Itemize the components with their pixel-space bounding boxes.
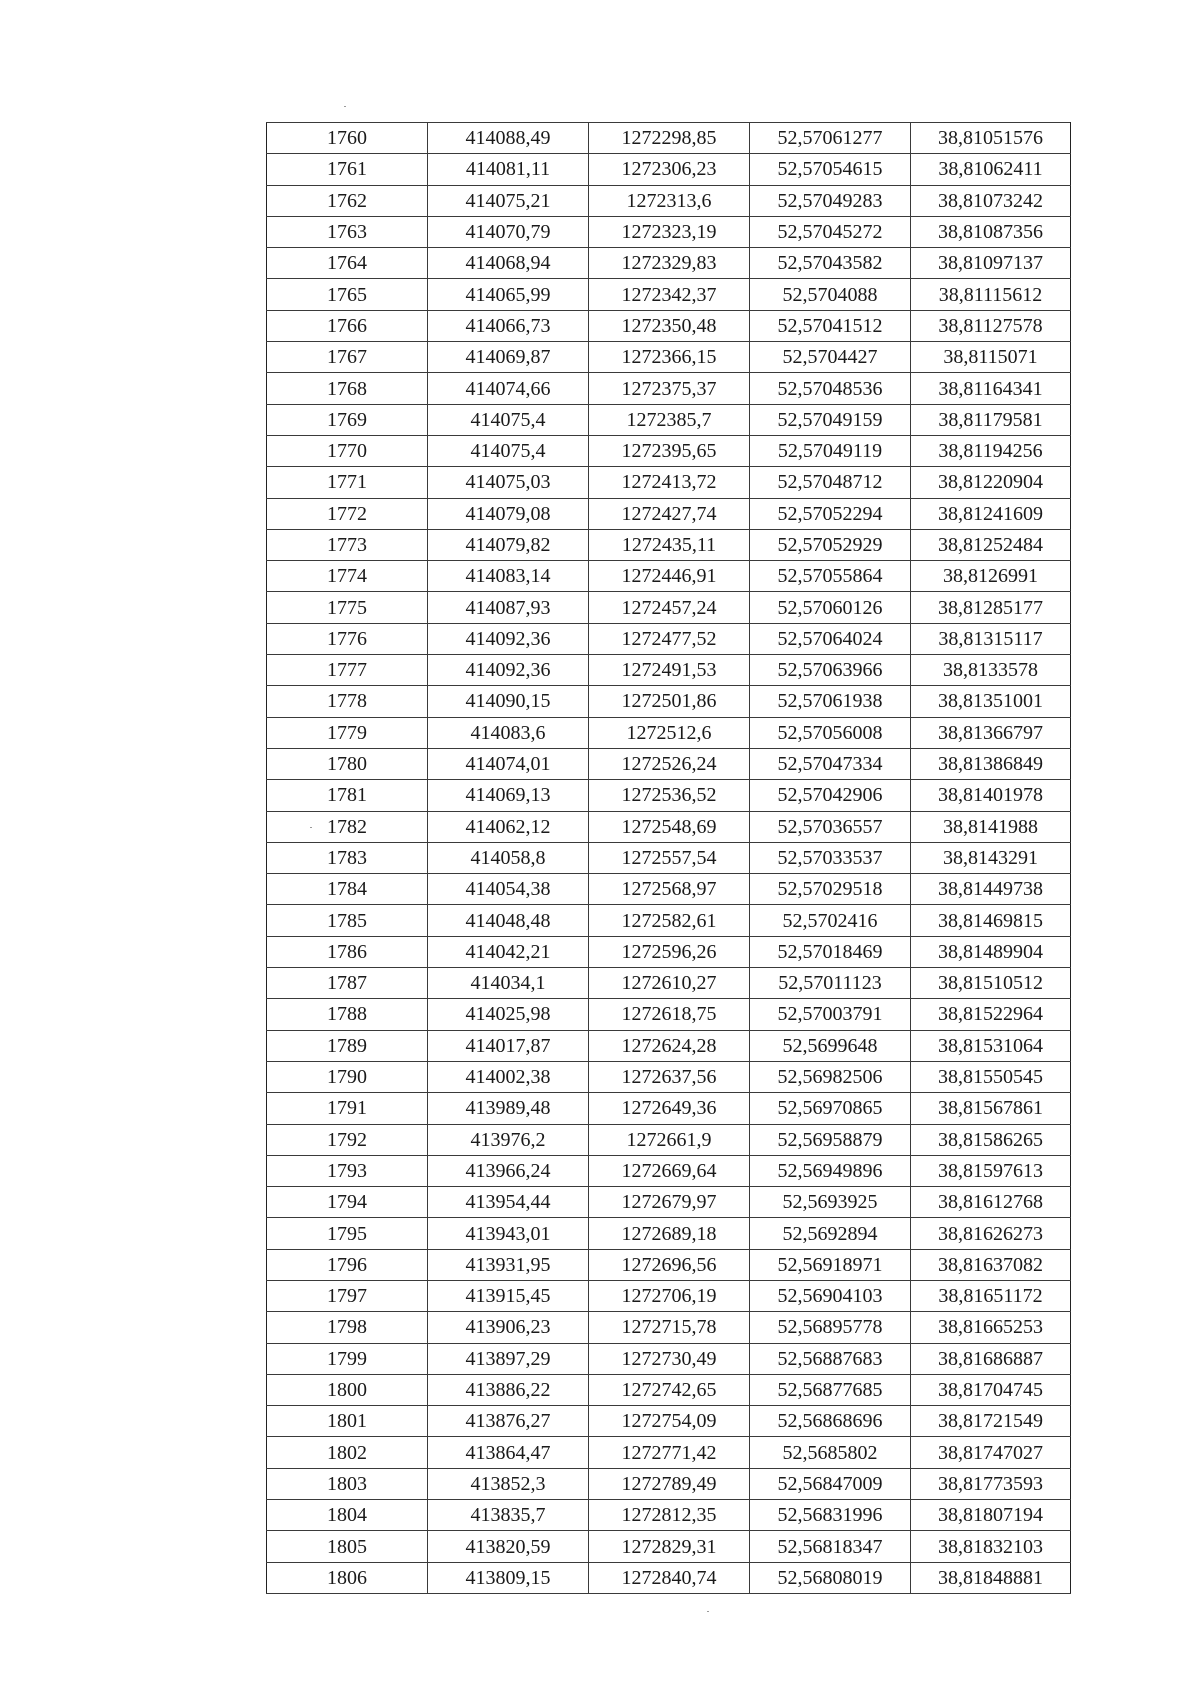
longitude-cell: 38,81073242 — [911, 185, 1071, 216]
point-number-cell: 1770 — [267, 435, 428, 466]
table-row — [267, 1531, 1071, 1562]
table-row — [267, 467, 1071, 498]
point-number-cell: 1761 — [267, 154, 428, 185]
x-coordinate-cell: 413876,27 — [428, 1406, 589, 1437]
longitude-cell: 38,81127578 — [911, 310, 1071, 341]
point-number-cell: 1777 — [267, 655, 428, 686]
point-number-cell: 1791 — [267, 1093, 428, 1124]
table-row — [267, 905, 1071, 936]
latitude-cell: 52,57003791 — [750, 999, 911, 1030]
table-row — [267, 717, 1071, 748]
point-number-cell: 1786 — [267, 936, 428, 967]
longitude-cell: 38,81366797 — [911, 717, 1071, 748]
table-row — [267, 529, 1071, 560]
point-number-cell: 1790 — [267, 1061, 428, 1092]
table-row — [267, 874, 1071, 905]
longitude-cell: 38,81179581 — [911, 404, 1071, 435]
x-coordinate-cell: 414068,94 — [428, 248, 589, 279]
y-coordinate-cell: 1272427,74 — [589, 498, 750, 529]
table-row — [267, 216, 1071, 247]
table-row — [267, 1406, 1071, 1437]
latitude-cell: 52,57049119 — [750, 435, 911, 466]
latitude-cell: 52,57064024 — [750, 623, 911, 654]
y-coordinate-cell: 1272501,86 — [589, 686, 750, 717]
latitude-cell: 52,57049283 — [750, 185, 911, 216]
longitude-cell: 38,81522964 — [911, 999, 1071, 1030]
y-coordinate-cell: 1272313,6 — [589, 185, 750, 216]
longitude-cell: 38,8143291 — [911, 842, 1071, 873]
y-coordinate-cell: 1272568,97 — [589, 874, 750, 905]
y-coordinate-cell: 1272742,65 — [589, 1374, 750, 1405]
y-coordinate-cell: 1272679,97 — [589, 1187, 750, 1218]
point-number-cell: 1776 — [267, 623, 428, 654]
longitude-cell: 38,81051576 — [911, 123, 1071, 154]
latitude-cell: 52,57061277 — [750, 123, 911, 154]
latitude-cell: 52,57029518 — [750, 874, 911, 905]
point-number-cell: 1798 — [267, 1312, 428, 1343]
table-row — [267, 342, 1071, 373]
y-coordinate-cell: 1272329,83 — [589, 248, 750, 279]
y-coordinate-cell: 1272375,37 — [589, 373, 750, 404]
table-row — [267, 1187, 1071, 1218]
y-coordinate-cell: 1272298,85 — [589, 123, 750, 154]
y-coordinate-cell: 1272457,24 — [589, 592, 750, 623]
x-coordinate-cell: 414092,36 — [428, 623, 589, 654]
latitude-cell: 52,57052929 — [750, 529, 911, 560]
latitude-cell: 52,57054615 — [750, 154, 911, 185]
latitude-cell: 52,57055864 — [750, 561, 911, 592]
table-row — [267, 1280, 1071, 1311]
longitude-cell: 38,81315117 — [911, 623, 1071, 654]
latitude-cell: 52,5704427 — [750, 342, 911, 373]
x-coordinate-cell: 414070,79 — [428, 216, 589, 247]
x-coordinate-cell: 414083,6 — [428, 717, 589, 748]
x-coordinate-cell: 413976,2 — [428, 1124, 589, 1155]
latitude-cell: 52,57063966 — [750, 655, 911, 686]
x-coordinate-cell: 413809,15 — [428, 1562, 589, 1593]
latitude-cell: 52,56982506 — [750, 1061, 911, 1092]
longitude-cell: 38,81704745 — [911, 1374, 1071, 1405]
table-row — [267, 404, 1071, 435]
x-coordinate-cell: 413820,59 — [428, 1531, 589, 1562]
point-number-cell: 1782 — [267, 811, 428, 842]
latitude-cell: 52,57043582 — [750, 248, 911, 279]
longitude-cell: 38,81651172 — [911, 1280, 1071, 1311]
table-row — [267, 1030, 1071, 1061]
coordinates-table — [266, 122, 1071, 1594]
y-coordinate-cell: 1272618,75 — [589, 999, 750, 1030]
x-coordinate-cell: 414087,93 — [428, 592, 589, 623]
x-coordinate-cell: 414058,8 — [428, 842, 589, 873]
longitude-cell: 38,81567861 — [911, 1093, 1071, 1124]
table-row — [267, 748, 1071, 779]
point-number-cell: 1805 — [267, 1531, 428, 1562]
table-row — [267, 1437, 1071, 1468]
latitude-cell: 52,56877685 — [750, 1374, 911, 1405]
point-number-cell: 1774 — [267, 561, 428, 592]
latitude-cell: 52,57056008 — [750, 717, 911, 748]
latitude-cell: 52,56818347 — [750, 1531, 911, 1562]
latitude-cell: 52,57048712 — [750, 467, 911, 498]
y-coordinate-cell: 1272548,69 — [589, 811, 750, 842]
y-coordinate-cell: 1272536,52 — [589, 780, 750, 811]
table-row — [267, 1468, 1071, 1499]
x-coordinate-cell: 413835,7 — [428, 1500, 589, 1531]
table-row — [267, 1218, 1071, 1249]
x-coordinate-cell: 414069,13 — [428, 780, 589, 811]
latitude-cell: 52,5692894 — [750, 1218, 911, 1249]
latitude-cell: 52,57060126 — [750, 592, 911, 623]
latitude-cell: 52,57036557 — [750, 811, 911, 842]
x-coordinate-cell: 414025,98 — [428, 999, 589, 1030]
point-number-cell: 1787 — [267, 968, 428, 999]
latitude-cell: 52,57011123 — [750, 968, 911, 999]
x-coordinate-cell: 414081,11 — [428, 154, 589, 185]
point-number-cell: 1794 — [267, 1187, 428, 1218]
latitude-cell: 52,56847009 — [750, 1468, 911, 1499]
longitude-cell: 38,81449738 — [911, 874, 1071, 905]
x-coordinate-cell: 414066,73 — [428, 310, 589, 341]
x-coordinate-cell: 413897,29 — [428, 1343, 589, 1374]
x-coordinate-cell: 413931,95 — [428, 1249, 589, 1280]
longitude-cell: 38,81285177 — [911, 592, 1071, 623]
latitude-cell: 52,5699648 — [750, 1030, 911, 1061]
point-number-cell: 1768 — [267, 373, 428, 404]
scan-speck — [344, 106, 346, 107]
y-coordinate-cell: 1272789,49 — [589, 1468, 750, 1499]
point-number-cell: 1784 — [267, 874, 428, 905]
longitude-cell: 38,81721549 — [911, 1406, 1071, 1437]
x-coordinate-cell: 413989,48 — [428, 1093, 589, 1124]
table-row — [267, 1124, 1071, 1155]
latitude-cell: 52,57041512 — [750, 310, 911, 341]
scan-speck — [707, 1611, 709, 1612]
table-row — [267, 498, 1071, 529]
coordinates-table-body — [267, 123, 1071, 1594]
latitude-cell: 52,57049159 — [750, 404, 911, 435]
x-coordinate-cell: 413954,44 — [428, 1187, 589, 1218]
latitude-cell: 52,56970865 — [750, 1093, 911, 1124]
latitude-cell: 52,5702416 — [750, 905, 911, 936]
longitude-cell: 38,81087356 — [911, 216, 1071, 247]
x-coordinate-cell: 414034,1 — [428, 968, 589, 999]
table-row — [267, 936, 1071, 967]
y-coordinate-cell: 1272323,19 — [589, 216, 750, 247]
y-coordinate-cell: 1272557,54 — [589, 842, 750, 873]
x-coordinate-cell: 414079,08 — [428, 498, 589, 529]
longitude-cell: 38,81115612 — [911, 279, 1071, 310]
table-row — [267, 373, 1071, 404]
longitude-cell: 38,81097137 — [911, 248, 1071, 279]
x-coordinate-cell: 414092,36 — [428, 655, 589, 686]
latitude-cell: 52,5685802 — [750, 1437, 911, 1468]
table-row — [267, 154, 1071, 185]
longitude-cell: 38,81597613 — [911, 1155, 1071, 1186]
x-coordinate-cell: 414074,01 — [428, 748, 589, 779]
y-coordinate-cell: 1272477,52 — [589, 623, 750, 654]
x-coordinate-cell: 413864,47 — [428, 1437, 589, 1468]
y-coordinate-cell: 1272689,18 — [589, 1218, 750, 1249]
table-row — [267, 1343, 1071, 1374]
longitude-cell: 38,81062411 — [911, 154, 1071, 185]
table-row — [267, 185, 1071, 216]
latitude-cell: 52,57042906 — [750, 780, 911, 811]
longitude-cell: 38,8133578 — [911, 655, 1071, 686]
y-coordinate-cell: 1272395,65 — [589, 435, 750, 466]
longitude-cell: 38,81386849 — [911, 748, 1071, 779]
longitude-cell: 38,81773593 — [911, 1468, 1071, 1499]
point-number-cell: 1802 — [267, 1437, 428, 1468]
table-row — [267, 561, 1071, 592]
y-coordinate-cell: 1272829,31 — [589, 1531, 750, 1562]
longitude-cell: 38,81164341 — [911, 373, 1071, 404]
y-coordinate-cell: 1272840,74 — [589, 1562, 750, 1593]
latitude-cell: 52,57052294 — [750, 498, 911, 529]
latitude-cell: 52,56918971 — [750, 1249, 911, 1280]
x-coordinate-cell: 414074,66 — [428, 373, 589, 404]
y-coordinate-cell: 1272306,23 — [589, 154, 750, 185]
x-coordinate-cell: 414090,15 — [428, 686, 589, 717]
x-coordinate-cell: 414075,4 — [428, 435, 589, 466]
x-coordinate-cell: 414042,21 — [428, 936, 589, 967]
x-coordinate-cell: 414075,21 — [428, 185, 589, 216]
x-coordinate-cell: 413915,45 — [428, 1280, 589, 1311]
longitude-cell: 38,81807194 — [911, 1500, 1071, 1531]
longitude-cell: 38,81832103 — [911, 1531, 1071, 1562]
y-coordinate-cell: 1272715,78 — [589, 1312, 750, 1343]
longitude-cell: 38,8126991 — [911, 561, 1071, 592]
table-row — [267, 1249, 1071, 1280]
point-number-cell: 1803 — [267, 1468, 428, 1499]
longitude-cell: 38,81665253 — [911, 1312, 1071, 1343]
latitude-cell: 52,57047334 — [750, 748, 911, 779]
table-row — [267, 1562, 1071, 1593]
longitude-cell: 38,81686887 — [911, 1343, 1071, 1374]
y-coordinate-cell: 1272582,61 — [589, 905, 750, 936]
y-coordinate-cell: 1272754,09 — [589, 1406, 750, 1437]
table-row — [267, 655, 1071, 686]
y-coordinate-cell: 1272637,56 — [589, 1061, 750, 1092]
latitude-cell: 52,56868696 — [750, 1406, 911, 1437]
longitude-cell: 38,8141988 — [911, 811, 1071, 842]
latitude-cell: 52,56887683 — [750, 1343, 911, 1374]
point-number-cell: 1775 — [267, 592, 428, 623]
point-number-cell: 1781 — [267, 780, 428, 811]
point-number-cell: 1772 — [267, 498, 428, 529]
table-row — [267, 842, 1071, 873]
longitude-cell: 38,81637082 — [911, 1249, 1071, 1280]
x-coordinate-cell: 413886,22 — [428, 1374, 589, 1405]
y-coordinate-cell: 1272610,27 — [589, 968, 750, 999]
point-number-cell: 1779 — [267, 717, 428, 748]
latitude-cell: 52,56895778 — [750, 1312, 911, 1343]
point-number-cell: 1778 — [267, 686, 428, 717]
y-coordinate-cell: 1272669,64 — [589, 1155, 750, 1186]
x-coordinate-cell: 413906,23 — [428, 1312, 589, 1343]
point-number-cell: 1800 — [267, 1374, 428, 1405]
y-coordinate-cell: 1272596,26 — [589, 936, 750, 967]
x-coordinate-cell: 414002,38 — [428, 1061, 589, 1092]
longitude-cell: 38,81747027 — [911, 1437, 1071, 1468]
x-coordinate-cell: 413943,01 — [428, 1218, 589, 1249]
table-row — [267, 123, 1071, 154]
table-row — [267, 968, 1071, 999]
y-coordinate-cell: 1272649,36 — [589, 1093, 750, 1124]
y-coordinate-cell: 1272446,91 — [589, 561, 750, 592]
table-row — [267, 1312, 1071, 1343]
y-coordinate-cell: 1272812,35 — [589, 1500, 750, 1531]
y-coordinate-cell: 1272350,48 — [589, 310, 750, 341]
longitude-cell: 38,81241609 — [911, 498, 1071, 529]
point-number-cell: 1783 — [267, 842, 428, 873]
latitude-cell: 52,57033537 — [750, 842, 911, 873]
point-number-cell: 1765 — [267, 279, 428, 310]
longitude-cell: 38,81848881 — [911, 1562, 1071, 1593]
point-number-cell: 1769 — [267, 404, 428, 435]
point-number-cell: 1799 — [267, 1343, 428, 1374]
point-number-cell: 1773 — [267, 529, 428, 560]
point-number-cell: 1793 — [267, 1155, 428, 1186]
y-coordinate-cell: 1272342,37 — [589, 279, 750, 310]
x-coordinate-cell: 414054,38 — [428, 874, 589, 905]
x-coordinate-cell: 413966,24 — [428, 1155, 589, 1186]
latitude-cell: 52,56958879 — [750, 1124, 911, 1155]
longitude-cell: 38,81351001 — [911, 686, 1071, 717]
longitude-cell: 38,81220904 — [911, 467, 1071, 498]
table-row — [267, 310, 1071, 341]
point-number-cell: 1795 — [267, 1218, 428, 1249]
longitude-cell: 38,81586265 — [911, 1124, 1071, 1155]
point-number-cell: 1764 — [267, 248, 428, 279]
y-coordinate-cell: 1272491,53 — [589, 655, 750, 686]
longitude-cell: 38,81489904 — [911, 936, 1071, 967]
latitude-cell: 52,5693925 — [750, 1187, 911, 1218]
y-coordinate-cell: 1272385,7 — [589, 404, 750, 435]
point-number-cell: 1804 — [267, 1500, 428, 1531]
table-row — [267, 592, 1071, 623]
latitude-cell: 52,56831996 — [750, 1500, 911, 1531]
point-number-cell: 1763 — [267, 216, 428, 247]
x-coordinate-cell: 414075,03 — [428, 467, 589, 498]
latitude-cell: 52,57048536 — [750, 373, 911, 404]
x-coordinate-cell: 414065,99 — [428, 279, 589, 310]
table-row — [267, 1061, 1071, 1092]
point-number-cell: 1767 — [267, 342, 428, 373]
table-row — [267, 279, 1071, 310]
y-coordinate-cell: 1272624,28 — [589, 1030, 750, 1061]
x-coordinate-cell: 414075,4 — [428, 404, 589, 435]
latitude-cell: 52,57018469 — [750, 936, 911, 967]
table-row — [267, 623, 1071, 654]
point-number-cell: 1801 — [267, 1406, 428, 1437]
x-coordinate-cell: 414069,87 — [428, 342, 589, 373]
point-number-cell: 1788 — [267, 999, 428, 1030]
table-row — [267, 1374, 1071, 1405]
x-coordinate-cell: 414088,49 — [428, 123, 589, 154]
x-coordinate-cell: 414017,87 — [428, 1030, 589, 1061]
point-number-cell: 1785 — [267, 905, 428, 936]
longitude-cell: 38,81194256 — [911, 435, 1071, 466]
y-coordinate-cell: 1272526,24 — [589, 748, 750, 779]
latitude-cell: 52,5704088 — [750, 279, 911, 310]
latitude-cell: 52,56904103 — [750, 1280, 911, 1311]
longitude-cell: 38,81252484 — [911, 529, 1071, 560]
point-number-cell: 1771 — [267, 467, 428, 498]
x-coordinate-cell: 414083,14 — [428, 561, 589, 592]
longitude-cell: 38,81531064 — [911, 1030, 1071, 1061]
table-row — [267, 780, 1071, 811]
longitude-cell: 38,8115071 — [911, 342, 1071, 373]
table-row — [267, 1155, 1071, 1186]
point-number-cell: 1789 — [267, 1030, 428, 1061]
point-number-cell: 1797 — [267, 1280, 428, 1311]
point-number-cell: 1780 — [267, 748, 428, 779]
y-coordinate-cell: 1272366,15 — [589, 342, 750, 373]
table-row — [267, 1500, 1071, 1531]
latitude-cell: 52,56808019 — [750, 1562, 911, 1593]
point-number-cell: 1792 — [267, 1124, 428, 1155]
table-row — [267, 811, 1071, 842]
y-coordinate-cell: 1272661,9 — [589, 1124, 750, 1155]
point-number-cell: 1796 — [267, 1249, 428, 1280]
table-row — [267, 1093, 1071, 1124]
x-coordinate-cell: 413852,3 — [428, 1468, 589, 1499]
x-coordinate-cell: 414079,82 — [428, 529, 589, 560]
point-number-cell: 1762 — [267, 185, 428, 216]
latitude-cell: 52,57045272 — [750, 216, 911, 247]
point-number-cell: 1760 — [267, 123, 428, 154]
latitude-cell: 52,57061938 — [750, 686, 911, 717]
point-number-cell: 1766 — [267, 310, 428, 341]
y-coordinate-cell: 1272696,56 — [589, 1249, 750, 1280]
longitude-cell: 38,81612768 — [911, 1187, 1071, 1218]
y-coordinate-cell: 1272771,42 — [589, 1437, 750, 1468]
latitude-cell: 52,56949896 — [750, 1155, 911, 1186]
y-coordinate-cell: 1272730,49 — [589, 1343, 750, 1374]
x-coordinate-cell: 414048,48 — [428, 905, 589, 936]
table-row — [267, 999, 1071, 1030]
y-coordinate-cell: 1272512,6 — [589, 717, 750, 748]
table-row — [267, 686, 1071, 717]
longitude-cell: 38,81550545 — [911, 1061, 1071, 1092]
longitude-cell: 38,81626273 — [911, 1218, 1071, 1249]
point-number-cell: 1806 — [267, 1562, 428, 1593]
y-coordinate-cell: 1272413,72 — [589, 467, 750, 498]
longitude-cell: 38,81510512 — [911, 968, 1071, 999]
longitude-cell: 38,81401978 — [911, 780, 1071, 811]
table-row — [267, 435, 1071, 466]
table-row — [267, 248, 1071, 279]
longitude-cell: 38,81469815 — [911, 905, 1071, 936]
x-coordinate-cell: 414062,12 — [428, 811, 589, 842]
y-coordinate-cell: 1272435,11 — [589, 529, 750, 560]
y-coordinate-cell: 1272706,19 — [589, 1280, 750, 1311]
